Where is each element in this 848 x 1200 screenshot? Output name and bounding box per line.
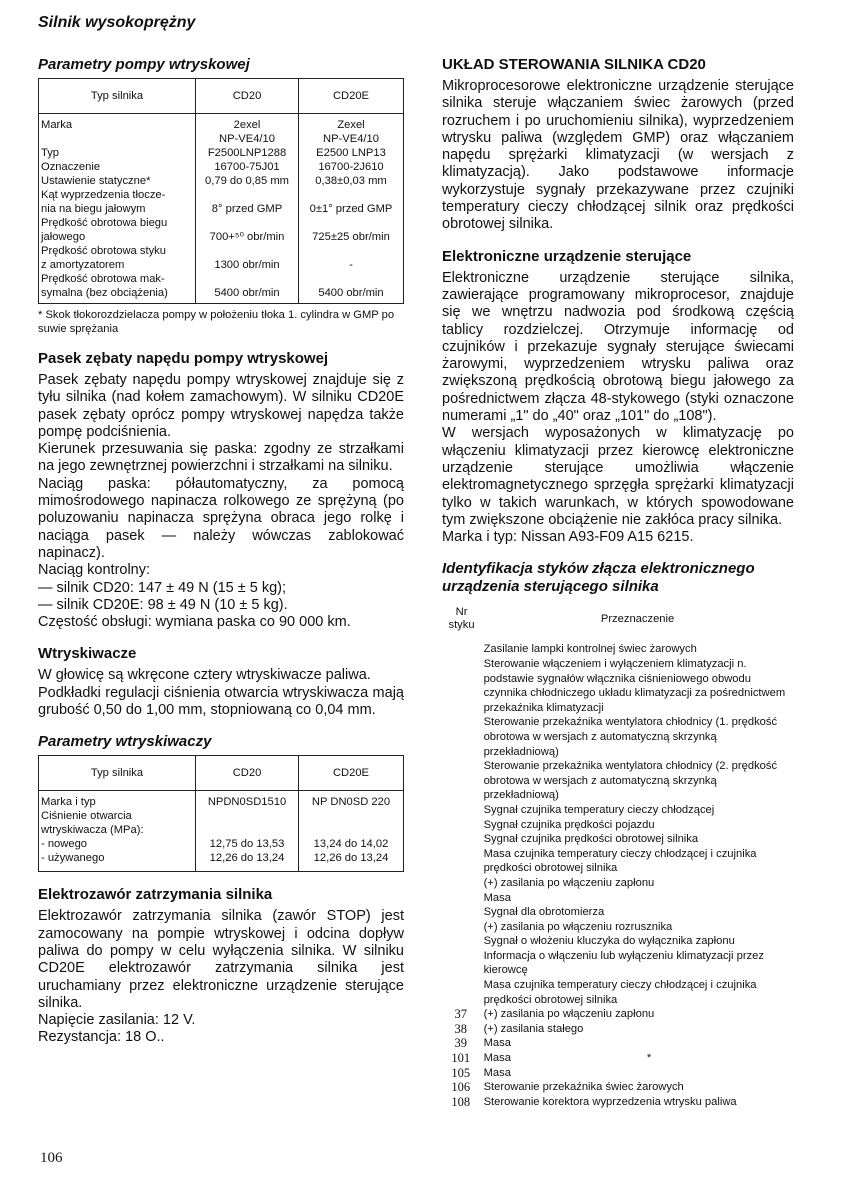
list-item xyxy=(442,876,794,891)
col-header-engine: Typ silnika xyxy=(39,756,196,791)
pin-description-text: (+) zasilania po włączeniu zapłonu xyxy=(483,1008,655,1021)
list-item xyxy=(442,642,794,657)
pin-description xyxy=(480,847,794,876)
list-item xyxy=(442,818,794,833)
table-cell: Prędkość obrotowa styku z amortyzatorem xyxy=(41,245,166,271)
pin-description-text: Sygnał czujnika temperatury cieczy chłodzącej xyxy=(483,803,715,816)
list-item xyxy=(442,1036,794,1051)
paragraph: Pasek zębaty napędu pompy wtryskowej znajduje się z tyłu silnika (nad kołem zamachowym). W silniku CD20E pasek zębaty oprócz pompy wtryskowej napędza także pompę podciśnienia. xyxy=(38,372,404,440)
pin-description-text: Sterowanie przekaźnika wentylatora chłodnicy (2. prędkość obrotowa w wersjach z automatyczną skrzynką przekładniową) xyxy=(483,760,778,802)
pin-description-text: (+) zasilania po włączeniu zapłonu xyxy=(483,876,655,889)
table-header-row xyxy=(39,79,404,114)
pin-description xyxy=(480,1022,794,1037)
pin-description-text: (+) zasilania stałego xyxy=(483,1022,584,1035)
pin-description xyxy=(480,832,794,847)
table-cell: 2exel NP-VE4/10 xyxy=(196,114,299,147)
pin-number: 108 xyxy=(451,1094,471,1109)
pin-number: 38 xyxy=(454,1021,468,1036)
pump-footnote: * Skok tłokorozdzielacza pompy w położeniu tłoka 1. cylindra w GMP po suwie sprężania xyxy=(38,309,395,335)
pin-number xyxy=(442,847,480,876)
pin-description-text: Sterowanie przekaźnika wentylatora chłodnicy (1. prędkość obrotowa w wersjach z automatyczną skrzynką przekładniową) xyxy=(483,716,778,758)
list-item xyxy=(442,1080,794,1095)
paragraph: — silnik CD20: 147 ± 49 N (15 ± 5 kg); xyxy=(38,579,287,596)
list-item xyxy=(442,891,794,906)
paragraph: — silnik CD20E: 98 ± 49 N (10 ± 5 kg). xyxy=(38,596,288,613)
pins-header xyxy=(442,602,794,636)
table-cell: Prędkość obrotowa biegu jałowego xyxy=(41,217,168,243)
table-header-row xyxy=(39,756,404,791)
pins-table xyxy=(442,602,794,1109)
running-title: Silnik wysokoprężny xyxy=(38,14,196,31)
table-cell: NPDN0SD1510 12,75 do 13,53 12,26 do 13,24 xyxy=(196,791,299,872)
pin-number xyxy=(442,920,480,935)
pin-description xyxy=(480,905,794,920)
paragraph: Kierunek przesuwania się paska: zgodny ze strzałkami na jego zewnętrznej powierzchni i strzałkami na silniku. xyxy=(38,441,404,475)
pin-description-text: Sterowanie przekaźnika świec żarowych xyxy=(483,1081,684,1094)
table-cell: 5400 obr/min xyxy=(196,272,299,304)
pin-number xyxy=(442,642,480,657)
pin-description xyxy=(480,1036,794,1051)
paragraph: W wersjach wyposażonych w klimatyzację po włączeniu klimatyzacji przez kierowcę elektroniczne urządzenie sterujące umożliwia włączenie elektromagnetycznego sprzęgła sprężarki klimatyzacji tylko w takich warunkach, w których spowodowane tym zwiększone obciążenie nie zakłóca pracy silnika. xyxy=(442,425,794,528)
solenoid-heading: Elektrozawór zatrzymania silnika xyxy=(38,886,273,904)
table-row xyxy=(39,244,404,272)
pin-number xyxy=(442,905,480,920)
list-item xyxy=(442,978,794,1007)
list-item xyxy=(442,1066,794,1081)
pin-description-text: Sygnał czujnika prędkości obrotowej silnika xyxy=(483,833,699,846)
pin-number xyxy=(442,803,480,818)
pin-description-text: Sterowanie korektora wyprzedzenia wtrysku paliwa xyxy=(483,1095,737,1108)
table-cell: 1300 obr/min xyxy=(196,244,299,272)
pin-number: 39 xyxy=(454,1036,468,1051)
pin-description-text: Masa xyxy=(483,1037,511,1050)
table-row xyxy=(39,174,404,188)
pin-number xyxy=(442,978,480,1007)
list-item xyxy=(442,949,794,978)
table-cell: 725±25 obr/min xyxy=(299,216,404,244)
table-cell: 16700-75J01 xyxy=(196,160,299,174)
belt-heading: Pasek zębaty napędu pompy wtryskowej xyxy=(38,350,329,367)
col-header-pin: Nr styku xyxy=(448,606,475,632)
pin-description xyxy=(480,642,794,657)
table-cell: Zexel NP-VE4/10 xyxy=(299,114,404,147)
pin-description xyxy=(480,1051,794,1066)
pin-description xyxy=(480,949,794,978)
paragraph: W głowicę są wkręcone cztery wtryskiwacze paliwa. xyxy=(38,667,371,684)
pin-description-text: Masa xyxy=(483,1066,511,1079)
pin-number: 101 xyxy=(451,1051,471,1066)
table-row xyxy=(39,160,404,174)
pin-number: 37 xyxy=(454,1007,468,1022)
ecu-heading: Elektroniczne urządzenie sterujące xyxy=(442,247,692,265)
pin-description xyxy=(480,657,794,715)
table-cell: 0,79 do 0,85 mm xyxy=(196,174,299,188)
pin-description xyxy=(480,934,794,949)
paragraph: Naciąg paska: półautomatyczny, za pomocą mimośrodowego napinacza rolkowego ze sprężyną (po poluzowaniu napinacza sprężyna obraca jego rolkę i naciąga pasek — należy wówczas zablokować napinacz). xyxy=(38,475,404,561)
table-row xyxy=(39,272,404,304)
pin-description-text: Masa czujnika temperatury cieczy chłodzącej i czujnika prędkości obrotowej silnika xyxy=(483,979,757,1006)
paragraph: Częstość obsługi: wymiana paska co 90 000 km. xyxy=(38,614,351,631)
table-cell: - xyxy=(299,244,404,272)
pin-description xyxy=(480,891,794,906)
paragraph: Elektrozawór zatrzymania silnika (zawór STOP) jest zamocowany na pompie wtryskowej i odcina dopływ paliwa do pompy w celu wyłączenia silnika. W silniku CD20E elektrozawór zatrzymania silnika jest uruchamiany przez elektroniczne urządzenie sterujące silnika. xyxy=(38,908,404,1011)
pin-number xyxy=(442,832,480,847)
pin-description-text: Masa czujnika temperatury cieczy chłodzącej i czujnika prędkości obrotowej silnika xyxy=(483,847,757,875)
pin-number xyxy=(442,657,480,715)
list-item xyxy=(442,905,794,920)
pin-number xyxy=(442,759,480,803)
pin-description xyxy=(480,715,794,759)
list-item xyxy=(442,920,794,935)
col-header-cd20e: CD20E xyxy=(299,79,404,114)
pin-description xyxy=(480,978,794,1007)
list-item xyxy=(442,803,794,818)
solenoid-text xyxy=(38,908,404,1046)
table-cell: 0,38±0,03 mm xyxy=(299,174,404,188)
pin-description-text: Masa xyxy=(483,891,511,904)
pin-number xyxy=(442,818,480,833)
asterisk-mark: * xyxy=(646,1052,652,1065)
pin-number xyxy=(442,715,480,759)
list-item xyxy=(442,832,794,847)
table-row xyxy=(39,114,404,147)
pins-heading: Identyfikacja styków złącza elektronicznego urządzenia sterującego silnika xyxy=(442,560,755,596)
table-row xyxy=(39,188,404,216)
list-item xyxy=(442,657,794,715)
pin-description xyxy=(480,1007,794,1022)
left-column xyxy=(38,56,404,1047)
pins-body xyxy=(442,642,794,1109)
list-item xyxy=(442,1022,794,1037)
table-cell: Prędkość obrotowa mak- symalna (bez obciążenia) xyxy=(41,273,168,299)
col-header-cd20: CD20 xyxy=(196,756,299,791)
pin-number xyxy=(442,876,480,891)
list-item xyxy=(442,1051,794,1066)
injectors-text xyxy=(38,667,404,719)
injector-params-table xyxy=(38,755,404,872)
paragraph: Podkładki regulacji ciśnienia otwarcia wtryskiwacza mają grubość 0,50 do 1,00 mm, stopniowaną co 0,04 mm. xyxy=(38,684,404,719)
table-cell: 16700-2J610 xyxy=(299,160,404,174)
pin-description xyxy=(480,876,794,891)
paragraph: Rezystancja: 18 O.. xyxy=(38,1029,165,1046)
paragraph: Mikroprocesorowe elektroniczne urządzenie sterujące silnika steruje włączaniem świec żarowych (przed rozruchem i po uruchomieniu silnika), wyprzedzeniem wtrysku paliwa (względem GMP) oraz włączaniem napędu sprężarki klimatyzacji (w wersjach z klimatyzacją). Jako podstawowe informacje wykorzystuje sygnały przekazywane przez czujniki temperatury cieczy chłodzącej silnik oraz prędkości obrotowej silnika. xyxy=(442,78,794,233)
table-cell: Marka i typ Ciśnienie otwarcia wtryskiwacza (MPa): - nowego - używanego xyxy=(41,796,144,865)
table-cell: F2500LNP1288 xyxy=(196,146,299,160)
pin-description xyxy=(480,920,794,935)
pin-description-text: Sygnał dla obrotomierza xyxy=(483,906,605,919)
pin-description xyxy=(480,803,794,818)
col-header-engine: Typ silnika xyxy=(39,79,196,114)
pump-params-table xyxy=(38,78,404,304)
paragraph: Marka i typ: Nissan A93-F09 A15 6215. xyxy=(442,529,694,546)
pump-params-body xyxy=(39,114,404,304)
col-header-cd20e: CD20E xyxy=(299,756,404,791)
pin-number xyxy=(442,934,480,949)
list-item xyxy=(442,1095,794,1110)
table-cell: 0±1° przed GMP xyxy=(299,188,404,216)
table-cell: 700+⁵⁰ obr/min xyxy=(196,216,299,244)
pin-number: 105 xyxy=(451,1065,471,1080)
list-item xyxy=(442,759,794,803)
table-row xyxy=(39,146,404,160)
table-cell: Typ xyxy=(41,147,60,159)
injector-params-heading: Parametry wtryskiwaczy xyxy=(38,733,212,751)
list-item xyxy=(442,1007,794,1022)
table-row xyxy=(39,791,404,872)
control-text xyxy=(442,78,794,234)
table-cell: Marka xyxy=(41,119,73,131)
pin-description xyxy=(480,1095,794,1110)
table-cell: 5400 obr/min xyxy=(299,272,404,304)
pin-description-text: (+) zasilania po włączeniu rozrusznika xyxy=(483,920,673,933)
control-heading: UKŁAD STEROWANIA SILNIKA CD20 xyxy=(442,56,706,73)
list-item xyxy=(442,715,794,759)
pin-description-text: Sygnał czujnika prędkości pojazdu xyxy=(483,818,655,831)
pin-description xyxy=(480,1080,794,1095)
belt-text xyxy=(38,372,404,631)
pin-description-text: Sterowanie włączeniem i wyłączeniem klimatyzacji n. podstawie sygnałów włącznika ciśnieniowego obwodu czynnika chłodniczego układu klimatyzacji za pośrednictwem przekaźnika klimatyzacji xyxy=(483,658,786,714)
table-row xyxy=(39,216,404,244)
table-cell: Ustawienie statyczne* xyxy=(41,175,151,187)
pin-description xyxy=(480,759,794,803)
pin-number xyxy=(442,891,480,906)
paragraph: Naciąg kontrolny: xyxy=(38,562,151,579)
page-number: 106 xyxy=(40,1150,63,1166)
pin-description-text: Masa xyxy=(483,1052,511,1065)
col-header-purpose: Przeznaczenie xyxy=(600,613,675,626)
pump-params-heading: Parametry pompy wtryskowej xyxy=(38,56,250,73)
injectors-heading: Wtryskiwacze xyxy=(38,645,137,663)
list-item xyxy=(442,847,794,876)
pin-description-text: Sygnał o włożeniu kluczyka do wyłącznika zapłonu xyxy=(483,935,735,948)
pin-description-text: Informacja o włączeniu lub wyłączeniu klimatyzacji przez kierowcę xyxy=(483,949,764,977)
paragraph: Elektroniczne urządzenie sterujące silnika, zawierające programowany mikroprocesor, znajduje się we wnętrzu nadwozia pod środkową częścią tablicy rozdzielczej. Otrzymuje informację od czujników i przekazuje sygnały sterujące świecami żarowymi, wyprzedzeniem wtrysku paliwa oraz zwiększoną prędkością obrotową biegu jałowego za pośrednictwem złącza 48-stykowego (styki oznaczone numerami „1" do „40" oraz „101" do „108"). xyxy=(442,269,794,425)
table-cell: 8° przed GMP xyxy=(196,188,299,216)
table-cell: Oznaczenie xyxy=(41,161,101,173)
pin-number: 106 xyxy=(451,1080,471,1095)
pin-description-text: Zasilanie lampki kontrolnej świec żarowych xyxy=(483,643,697,656)
list-item xyxy=(442,934,794,949)
col-header-cd20: CD20 xyxy=(196,79,299,114)
ecu-text xyxy=(442,270,794,547)
table-cell: NP DN0SD 220 13,24 do 14,02 12,26 do 13,24 xyxy=(299,791,404,872)
table-cell: Kąt wyprzedzenia tłocze- nia na biegu jałowym xyxy=(41,189,166,215)
paragraph: Napięcie zasilania: 12 V. xyxy=(38,1012,196,1029)
table-cell: E2500 LNP13 xyxy=(299,146,404,160)
pin-number xyxy=(442,949,480,978)
right-column xyxy=(442,56,794,1109)
pin-description xyxy=(480,818,794,833)
pin-description xyxy=(480,1066,794,1081)
